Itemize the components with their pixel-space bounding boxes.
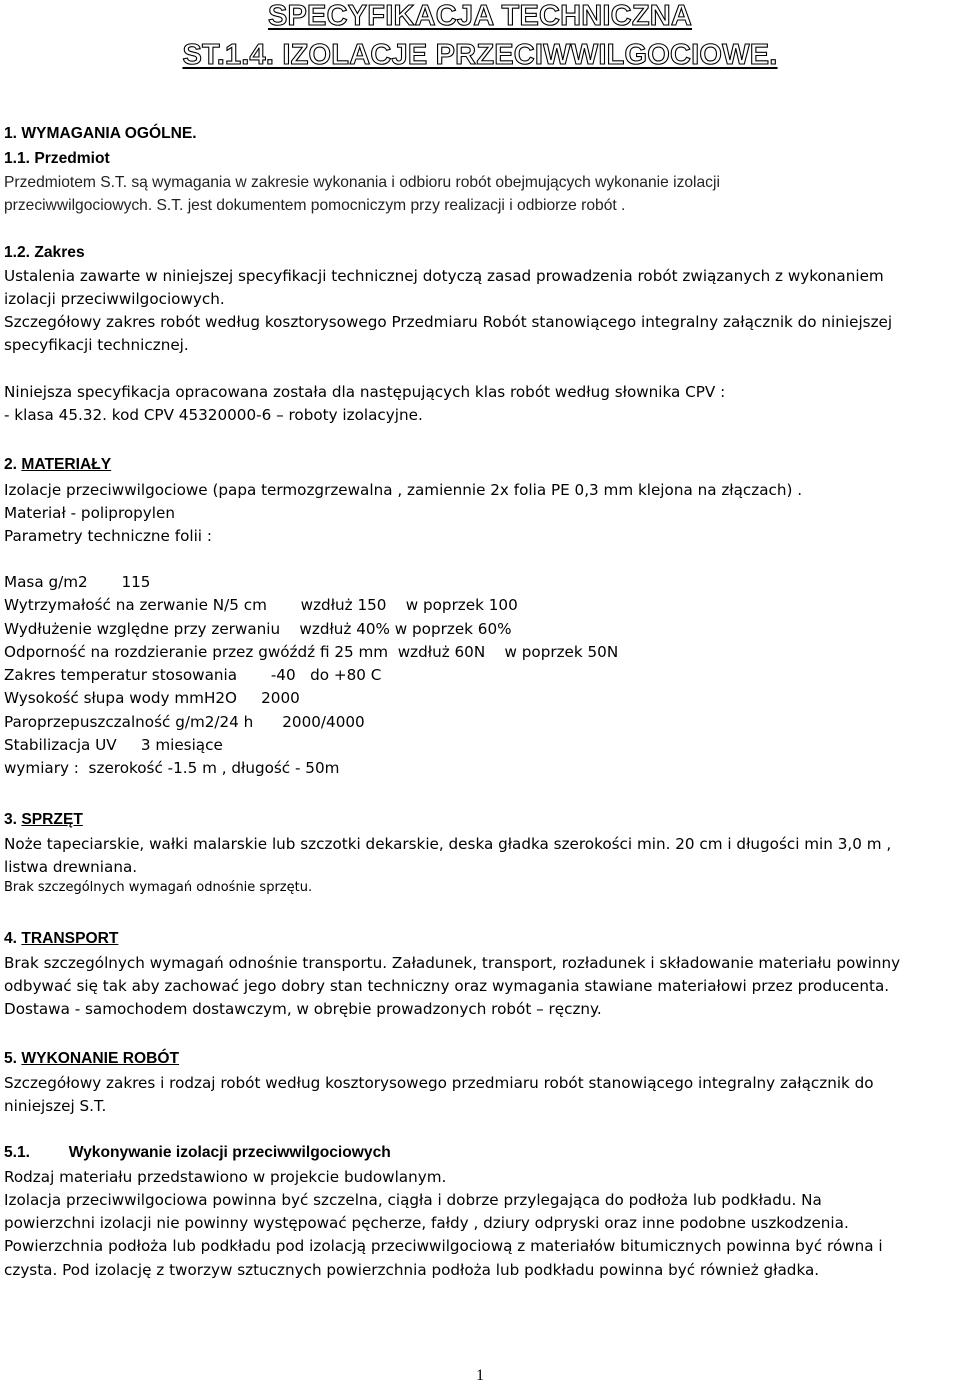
section-3-text: listwa drewniana. — [4, 858, 138, 876]
section-5-1-text: powierzchni izolacji nie powinny występować pęcherze, fałdy , dziury odpryski oraz inne podobne uszkodzenia. — [4, 1214, 849, 1232]
parameter-line: Wytrzymałość na zerwanie N/5 cm wzdłuż 150 w poprzek 100 — [4, 596, 518, 614]
section-2-number: 2. — [4, 456, 18, 473]
section-5-1-heading — [4, 1143, 391, 1163]
section-5-text: Szczegółowy zakres i rodzaj robót według kosztorysowego przedmiaru robót stanowiącego integralny załącznik do — [4, 1074, 874, 1092]
section-3-number: 3. — [4, 811, 18, 828]
section-3-text: Noże tapeciarskie, wałki malarskie lub szczotki dekarskie, deska gładka szerokości min. 20 cm i długości min 3,0 m , — [4, 835, 892, 853]
page-number: 1 — [476, 1367, 484, 1384]
section-5-1-text: Izolacja przeciwwilgociowa powinna być szczelna, ciągła i dobrze przylegająca do podłoża lub podkładu. Na — [4, 1191, 822, 1209]
section-2-text: Izolacje przeciwwilgociowe (papa termozgrzewalna , zamiennie 2x folia PE 0,3 mm klejona na złączach) . — [4, 481, 803, 499]
document-subtitle: ST.1.4. IZOLACJE PRZECIWWILGOCIOWE. — [182, 39, 778, 71]
section-1-2-text: specyfikacji technicznej. — [4, 336, 189, 354]
section-1-heading: 1. WYMAGANIA OGÓLNE. — [4, 125, 197, 142]
section-4-text: Dostawa - samochodem dostawczym, w obrębie prowadzonych robót – ręczny. — [4, 1000, 602, 1018]
parameter-line: Masa g/m2 115 — [4, 573, 151, 591]
section-4-title: TRANSPORT — [21, 930, 119, 947]
parameter-line: Zakres temperatur stosowania -40 do +80 C — [4, 666, 382, 684]
section-1-2-number: 1.2. — [4, 244, 31, 261]
section-2-heading — [4, 455, 111, 475]
document-title: SPECYFIKACJA TECHNICZNA — [267, 0, 693, 32]
section-2-text: Materiał - polipropylen — [4, 504, 175, 522]
section-1-2-text: izolacji przeciwwilgociowych. — [4, 290, 225, 308]
section-5-number: 5. — [4, 1050, 18, 1067]
cpv-class: - klasa 45.32. kod CPV 45320000-6 – roboty izolacyjne. — [4, 406, 423, 424]
section-1-1-text: przeciwwilgociowych. S.T. jest dokumentem pomocniczym przy realizacji i odbiorze robót . — [4, 197, 626, 214]
section-4-text: Brak szczególnych wymagań odnośnie transportu. Załadunek, transport, rozładunek i składowanie materiału powinny — [4, 954, 901, 972]
section-1-2-text: Szczegółowy zakres robót według kosztorysowego Przedmiaru Robót stanowiącego integralny załącznik do niniejszej — [4, 313, 893, 331]
section-4-number: 4. — [4, 930, 18, 947]
section-5-1-number: 5.1. — [4, 1144, 31, 1161]
section-1-2-text: Ustalenia zawarte w niniejszej specyfikacji technicznej dotyczą zasad prowadzenia robót związanych z wykonaniem — [4, 267, 884, 285]
section-5-heading — [4, 1049, 179, 1069]
section-5-1-text: Rodzaj materiału przedstawiono w projekcie budowlanym. — [4, 1168, 447, 1186]
section-2-title: MATERIAŁY — [21, 456, 112, 473]
section-3-heading — [4, 810, 83, 830]
parameter-line: Wydłużenie względne przy zerwaniu wzdłuż 40% w poprzek 60% — [4, 620, 512, 638]
parameter-line: Wysokość słupa wody mmH2O 2000 — [4, 689, 300, 707]
section-3-title: SPRZĘT — [21, 811, 83, 828]
section-1-1-heading: 1.1. Przedmiot — [4, 150, 110, 167]
parameter-line: wymiary : szerokość -1.5 m , długość - 50m — [4, 759, 340, 777]
section-5-1-text: Powierzchnia podłoża lub podkładu pod izolacją przeciwwilgociową z materiałów bitumicznych powinna być równa i — [4, 1237, 883, 1255]
section-5-title: WYKONANIE ROBÓT — [21, 1050, 180, 1067]
parameter-line: Odporność na rozdzieranie przez gwóźdź fi 25 mm wzdłuż 60N w poprzek 50N — [4, 643, 619, 661]
section-4-heading — [4, 929, 118, 949]
section-1-2-heading — [4, 243, 85, 263]
section-3-note: Brak szczególnych wymagań odnośnie sprzętu. — [4, 880, 313, 895]
section-5-1-title: Wykonywanie izolacji przeciwwilgociowych — [68, 1144, 391, 1161]
section-2-text: Parametry techniczne folii : — [4, 527, 212, 545]
cpv-text: Niniejsza specyfikacja opracowana została dla następujących klas robót według słownika CPV : — [4, 383, 726, 401]
parameter-line: Stabilizacja UV 3 miesiące — [4, 736, 223, 754]
parameter-line: Paroprzepuszczalność g/m2/24 h 2000/4000 — [4, 713, 365, 731]
section-1-1-text: Przedmiotem S.T. są wymagania w zakresie wykonania i odbioru robót obejmujących wykonanie izolacji — [4, 174, 720, 191]
section-4-text: odbywać się tak aby zachować jego dobry stan techniczny oraz wymagania stawiane materiałowi przez producenta. — [4, 977, 890, 995]
section-1-2-title: Zakres — [34, 244, 85, 261]
section-5-text: niniejszej S.T. — [4, 1097, 107, 1115]
section-5-1-text: czysta. Pod izolację z tworzyw sztucznych powierzchnia podłoża lub podkładu powinna być również gładka. — [4, 1261, 820, 1279]
